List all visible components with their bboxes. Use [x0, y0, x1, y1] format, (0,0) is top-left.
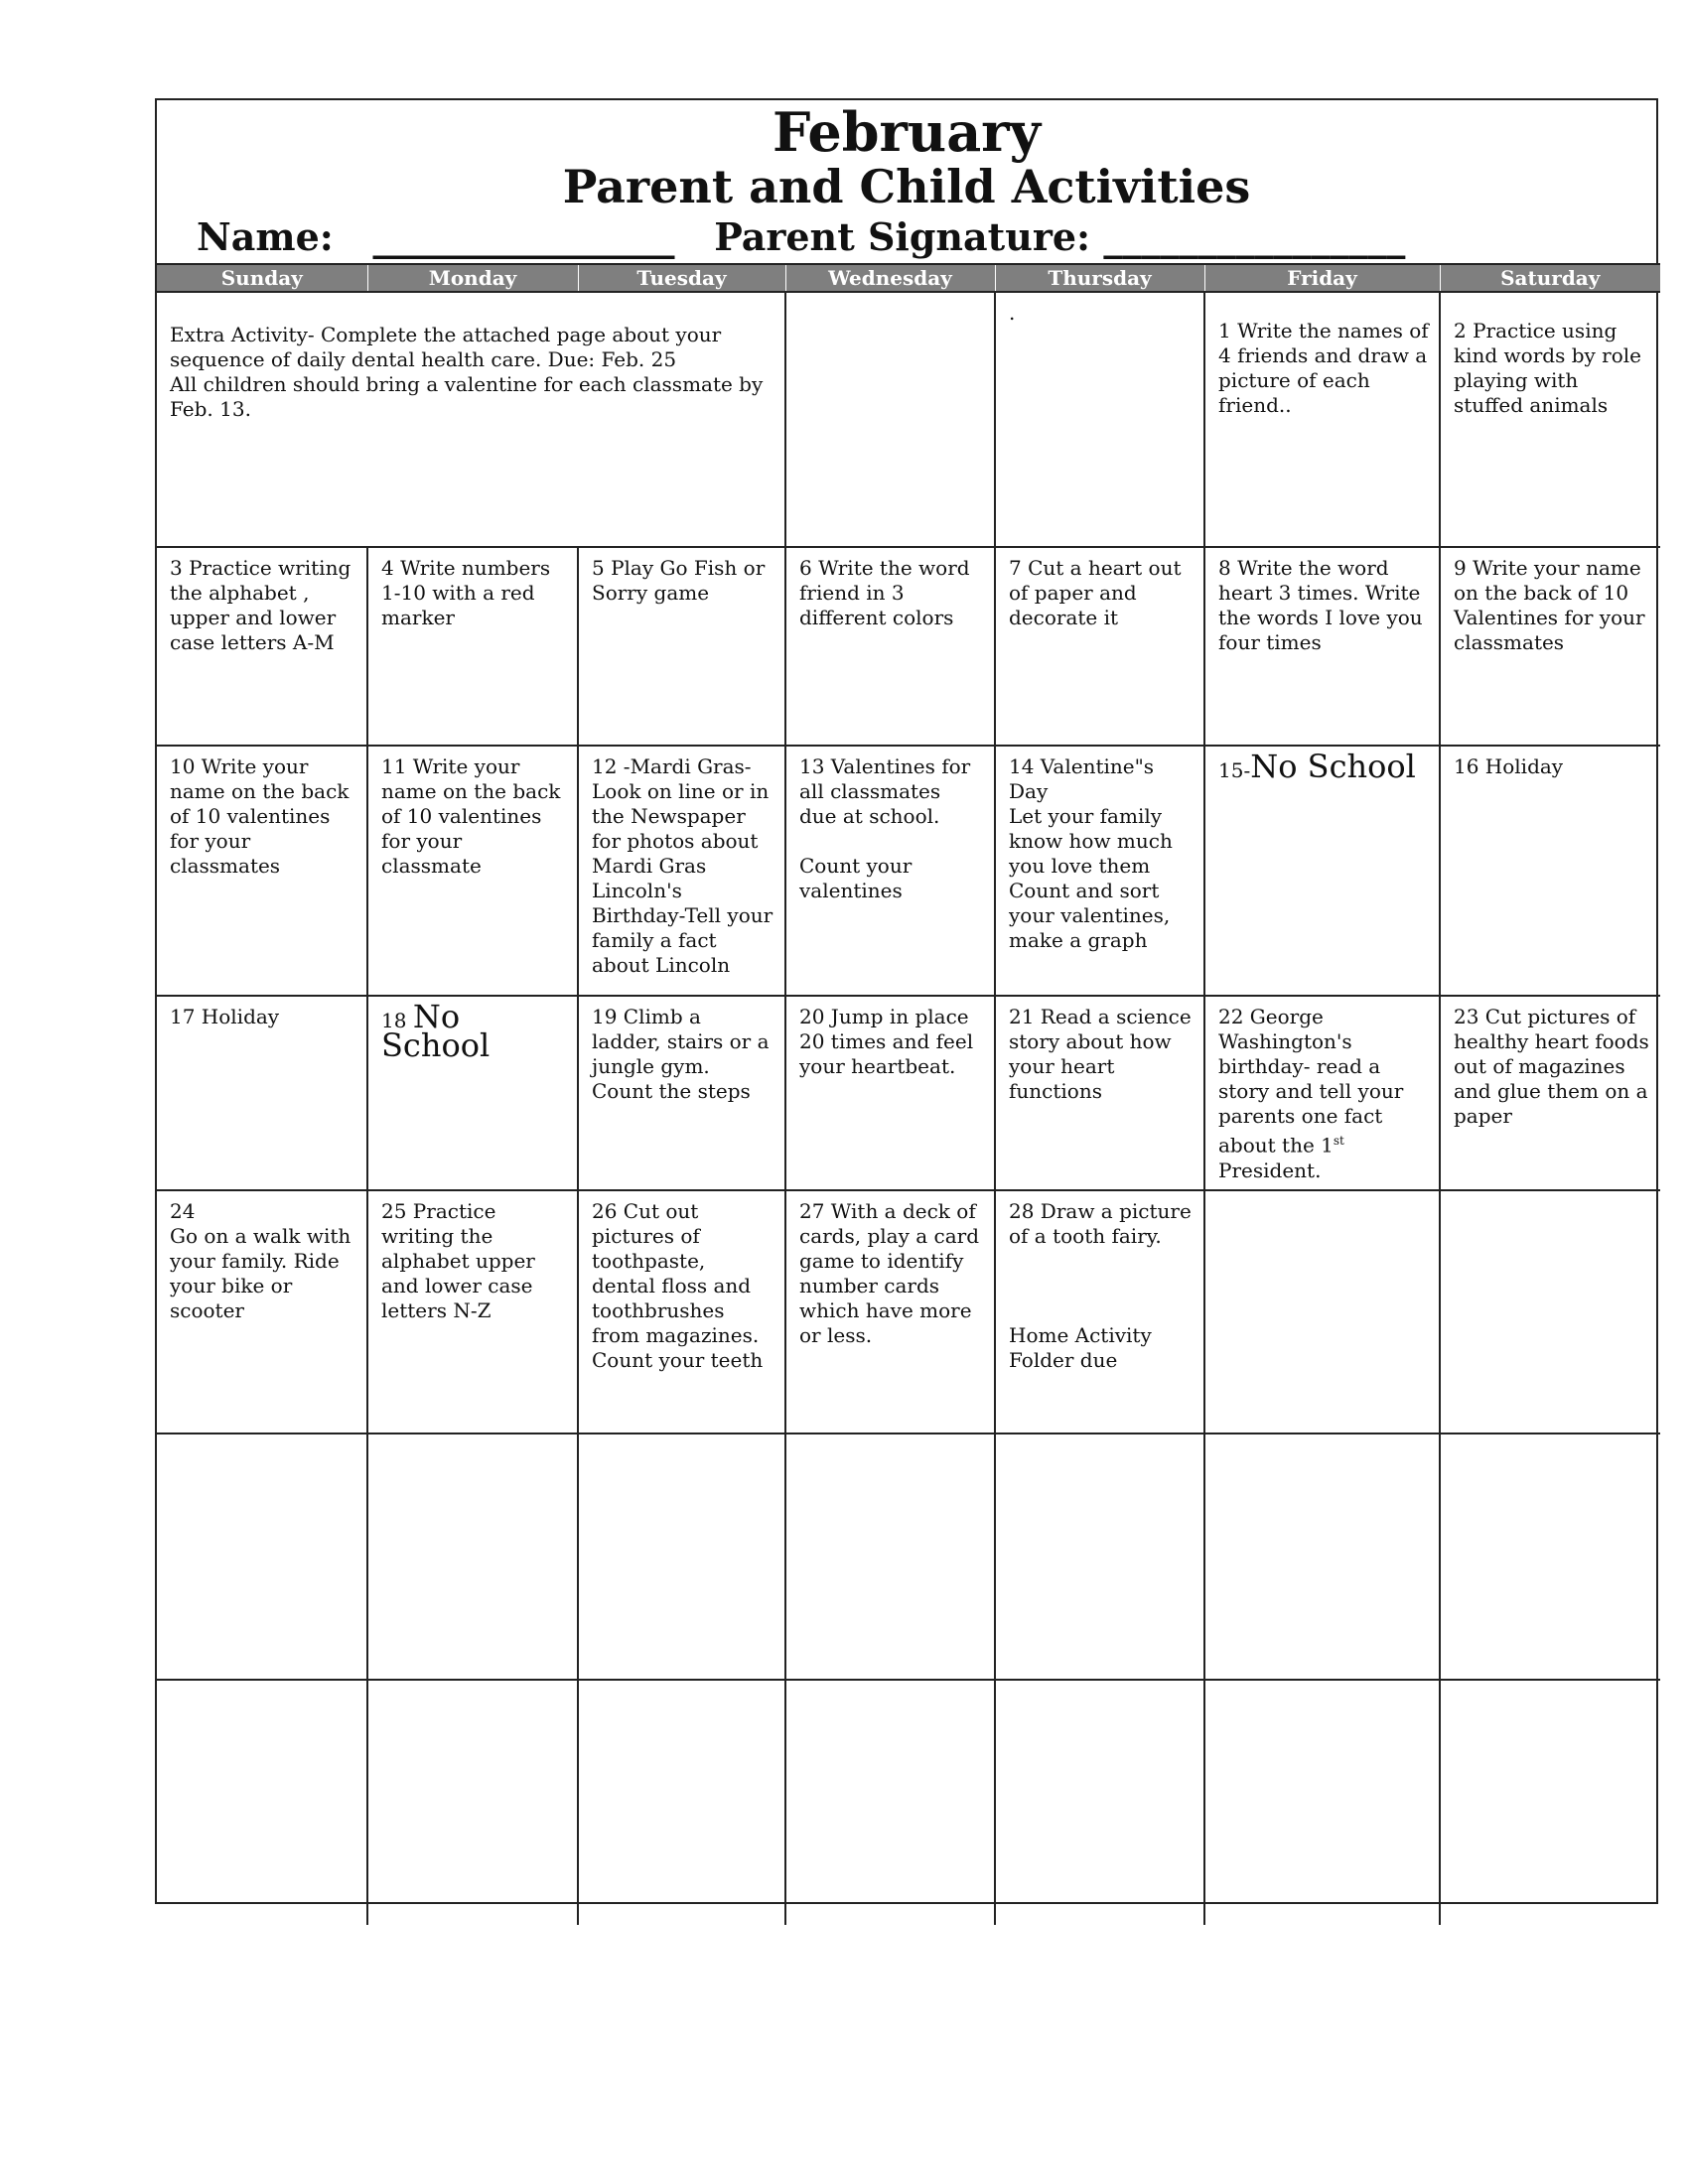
day-number: 18	[381, 1009, 413, 1032]
day-cell-8: 8 Write the word heart 3 times. Write the words I love you four times	[1204, 547, 1440, 746]
day-cell-6: 6 Write the word friend in 3 different colors	[785, 547, 995, 746]
signature-blank[interactable]: ________________	[1103, 214, 1406, 259]
week-row-3	[157, 746, 1660, 996]
day-cell-9: 9 Write your name on the back of 10 Valentines for your classmates	[1440, 547, 1660, 746]
weekday-header-row	[157, 264, 1660, 292]
day-header-friday: Friday	[1204, 264, 1440, 292]
day-cell-21: 21 Read a science story about how your heart functions	[995, 996, 1204, 1190]
day-cell-28: 28 Draw a picture of a tooth fairy. Home Activity Folder due	[995, 1190, 1204, 1433]
calendar-sheet	[155, 98, 1658, 1904]
day-cell-empty	[367, 1433, 578, 1680]
day-cell-25: 25 Practice writing the alphabet upper and lower case letters N-Z	[367, 1190, 578, 1433]
day-cell-empty	[785, 1680, 995, 1925]
week-row-6	[157, 1433, 1660, 1680]
page-subtitle: Parent and Child Activities	[562, 160, 1251, 213]
day-cell-20: 20 Jump in place 20 times and feel your heartbeat.	[785, 996, 995, 1190]
week-row-4	[157, 996, 1660, 1190]
name-signature-line	[197, 215, 1405, 259]
day-cell-11: 11 Write your name on the back of 10 valentines for your classmate	[367, 746, 578, 996]
day-text-end: President.	[1218, 1158, 1322, 1182]
day-number: 15-	[1218, 758, 1251, 782]
title-block	[157, 100, 1656, 263]
day-header-tuesday: Tuesday	[578, 264, 785, 292]
day-cell-13: 13 Valentines for all classmates due at school. Count your valentines	[785, 746, 995, 996]
week-row-1	[157, 292, 1660, 547]
day-cell-empty	[995, 1433, 1204, 1680]
week-row-2	[157, 547, 1660, 746]
day-cell-22	[1204, 996, 1440, 1190]
day-cell-2: 2 Practice using kind words by role playing with stuffed animals	[1440, 292, 1660, 547]
day-header-sunday: Sunday	[157, 264, 367, 292]
day-cell-empty	[578, 1433, 785, 1680]
ordinal-suffix: st	[1333, 1134, 1344, 1148]
day-cell-10: 10 Write your name on the back of 10 valentines for your classmates	[157, 746, 367, 996]
day-cell-27: 27 With a deck of cards, play a card game to identify number cards which have more or less.	[785, 1190, 995, 1433]
name-blank[interactable]: ________________	[372, 214, 675, 259]
day-header-saturday: Saturday	[1440, 264, 1660, 292]
day-cell-empty	[1440, 1433, 1660, 1680]
day-cell-12: 12 -Mardi Gras- Look on line or in the Newspaper for photos about Mardi Gras Lincoln's Birthday-Tell your family a fact about Lincoln	[578, 746, 785, 996]
day-cell-5: 5 Play Go Fish or Sorry game	[578, 547, 785, 746]
day-cell-empty	[367, 1680, 578, 1925]
day-cell-empty	[1440, 1680, 1660, 1925]
day-cell-1: 1 Write the names of 4 friends and draw a picture of each friend..	[1204, 292, 1440, 547]
day-cell-3: 3 Practice writing the alphabet , upper and lower case letters A-M	[157, 547, 367, 746]
day-cell-16: 16 Holiday	[1440, 746, 1660, 996]
day-cell-empty	[785, 292, 995, 547]
name-label: Name:	[197, 214, 334, 259]
day-cell-empty	[785, 1433, 995, 1680]
day-cell-18	[367, 996, 578, 1190]
day-cell-26: 26 Cut out pictures of toothpaste, dental floss and toothbrushes from magazines. Count your teeth	[578, 1190, 785, 1433]
day-header-wednesday: Wednesday	[785, 264, 995, 292]
day-cell-15	[1204, 746, 1440, 996]
day-cell-empty	[157, 1680, 367, 1925]
day-cell-19: 19 Climb a ladder, stairs or a jungle gym. Count the steps	[578, 996, 785, 1190]
day-cell-empty	[157, 1433, 367, 1680]
day-header-monday: Monday	[367, 264, 578, 292]
day-text: 22 George Washington's birthday- read a story and tell your parents one fact about the 1	[1218, 1005, 1404, 1158]
day-cell-14: 14 Valentine"s Day Let your family know how much you love them Count and sort your valentines, make a graph	[995, 746, 1204, 996]
week-row-5	[157, 1190, 1660, 1433]
day-cell-empty	[1204, 1433, 1440, 1680]
extra-activity-note: Extra Activity- Complete the attached page about your sequence of daily dental health care. Due: Feb. 25 All children should bring a valentine for each classmate by Feb. 13.	[157, 292, 785, 547]
day-cell-empty	[1204, 1190, 1440, 1433]
day-cell-empty	[578, 1680, 785, 1925]
day-cell-23: 23 Cut pictures of healthy heart foods out of magazines and glue them on a paper	[1440, 996, 1660, 1190]
week-row-7	[157, 1680, 1660, 1925]
day-cell-7: 7 Cut a heart out of paper and decorate it	[995, 547, 1204, 746]
day-cell-empty	[1440, 1190, 1660, 1433]
day-cell-4: 4 Write numbers 1-10 with a red marker	[367, 547, 578, 746]
day-cell-empty	[1204, 1680, 1440, 1925]
no-school-label: No School	[381, 998, 491, 1064]
no-school-label: No School	[1250, 748, 1416, 785]
calendar-grid	[157, 263, 1660, 1925]
day-cell-empty	[995, 1680, 1204, 1925]
day-cell-24: 24 Go on a walk with your family. Ride your bike or scooter	[157, 1190, 367, 1433]
signature-label: Parent Signature:	[714, 214, 1091, 259]
month-title: February	[772, 100, 1042, 164]
day-cell-thursday-blank: .	[995, 292, 1204, 547]
day-cell-17: 17 Holiday	[157, 996, 367, 1190]
day-header-thursday: Thursday	[995, 264, 1204, 292]
